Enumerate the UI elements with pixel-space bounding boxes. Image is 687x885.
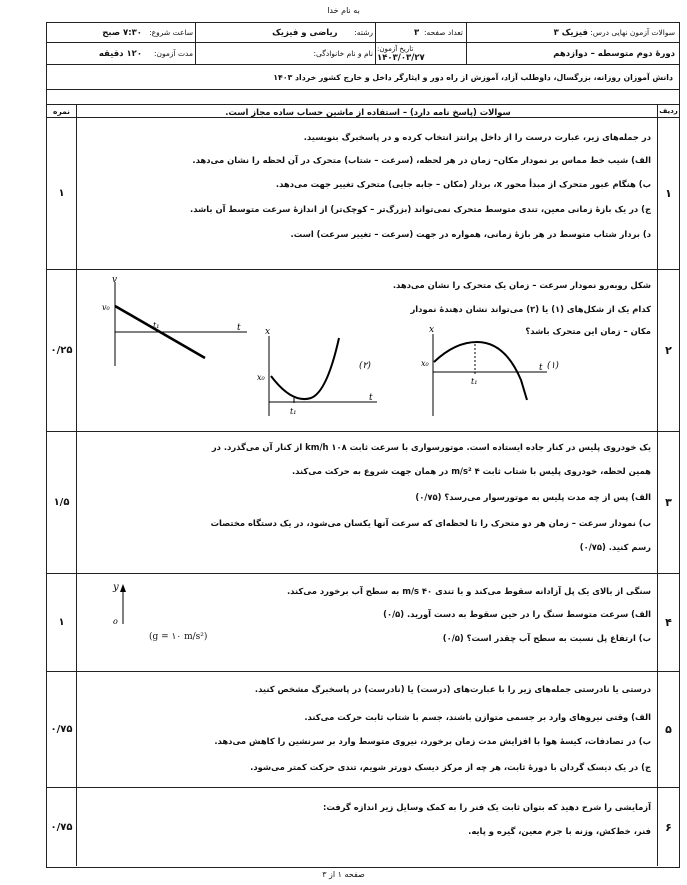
question-row-2 [47, 270, 679, 432]
question-row-4 [47, 574, 679, 672]
figure-2-label: (۲) [359, 361, 371, 371]
question-number: ۴ [657, 574, 679, 671]
subject-label: سوالات آزمون نهایی درس: [590, 28, 675, 37]
figure-1-label: (۱) [547, 361, 559, 371]
t-axis-label: t [237, 323, 241, 333]
question-line: در جمله‌های زیر، عبارت درست را از داخل پرانتز انتخاب کرده و در پاسخبرگ بنویسید. [303, 132, 651, 142]
t-axis-label: t [539, 363, 543, 373]
question-line: درستی یا نادرستی جمله‌های زیر را با عبارت‌های (درست) یا (نادرست) در پاسخبرگ مشخص کنید. [254, 684, 651, 694]
question-row-3 [47, 432, 679, 574]
question-score: ۰/۷۵ [47, 672, 77, 787]
question-line: ب) ارتفاع پل نسبت به سطح آب چقدر است؟ (۰/۵) [442, 633, 651, 643]
field-value: ریاضی و فیزیک [272, 27, 338, 38]
question-number: ۳ [657, 432, 679, 573]
graphs-figure [87, 276, 607, 426]
t1-label: t₁ [153, 321, 160, 330]
top-title: به نام خدا [327, 6, 360, 15]
velocity-time-graph [102, 276, 247, 366]
name-label: نام و نام خانوادگی: [313, 49, 373, 58]
v-axis-label: v [112, 276, 118, 285]
question-line: کدام یک از شکل‌های (۱) یا (۲) می‌تواند نشان دهندهٔ نمودار [410, 304, 651, 314]
question-line: ج) در یک بازهٔ زمانی معین، تندی متوسط متحرک نمی‌تواند (بزرگ‌تر – کوچک‌تر) از اندازهٔ سرعت متوسط آن باشد. [190, 204, 651, 214]
start-label: ساعت شروع: [149, 28, 193, 37]
question-row-5 [47, 672, 679, 788]
v0-label: v₀ [102, 303, 110, 312]
page-footer: صفحه ۱ از ۳ [322, 870, 365, 879]
question-line: ب) نمودار سرعت – زمان هر دو متحرک را تا لحظه‌ای که سرعت آنها یکسان می‌شود، در یک دستگاه مختصات [210, 518, 651, 528]
question-number: ۵ [657, 672, 679, 787]
x-axis-label: x [265, 327, 271, 337]
header-note: دانش آموزان روزانه، بزرگسال، داوطلب آزاد، آموزش از راه دور و ایثارگر داخل و خارج کشور خرداد ۱۴۰۳ [273, 72, 673, 82]
x0-label: x₀ [257, 373, 265, 382]
figure-1-graph [421, 325, 559, 416]
table-header [47, 104, 679, 118]
gravity-note: (g = ۱۰ m/s²) [149, 632, 208, 642]
question-number: ۱ [657, 118, 679, 269]
t-axis-label: t [369, 393, 373, 403]
question-line: مکان – زمان این متحرک باشد؟ [525, 326, 651, 336]
question-score: ۱ [47, 118, 77, 269]
field-label: رشته: [354, 28, 373, 37]
header-row-1 [47, 23, 679, 43]
figure-2-graph [257, 327, 377, 416]
question-line: آزمایشی را شرح دهید که بتوان ثابت یک فنر را به کمک وسایل زیر اندازه گرفت: [323, 802, 651, 812]
header-row-2 [47, 43, 679, 65]
origin-label: o [113, 617, 118, 626]
question-line: همین لحظه، خودروی پلیس با شتاب ثابت ۴ m/s² در همان جهت شروع به حرکت می‌کند. [291, 466, 651, 476]
question-line: الف) شیب خط مماس بر نمودار مکان– زمان در هر لحظه، (سرعت – شتاب) متحرک در آن لحظه را نشان می‌دهد. [192, 155, 651, 165]
question-line: سنگی از بالای یک پل آزادانه سقوط می‌کند و با تندی ۴۰ m/s به سطح آب برخورد می‌کند. [286, 586, 651, 596]
question-row-1 [47, 118, 679, 270]
row-header: ردیف [657, 105, 679, 117]
questions-header: سوالات (پاسخ نامه دارد) – استفاده از ماشین حساب ساده مجاز است. [225, 107, 511, 117]
question-line: الف) پس از چه مدت پلیس به موتورسوار می‌رسد؟ (۰/۷۵) [415, 492, 651, 502]
question-score: ۰/۲۵ [47, 270, 77, 431]
exam-header [46, 22, 680, 90]
questions-table [46, 88, 680, 868]
question-line: یک خودروی پلیس در کنار جاده ایستاده است. موتورسواری با سرعت ثابت ۱۰۸ km/h از کنار آن می‌گذرد. در [211, 442, 651, 452]
subject-value: فیزیک ۳ [553, 27, 588, 38]
question-row-6 [47, 788, 679, 866]
date-label: تاریخ آزمون: [377, 44, 414, 53]
y-axis-label: y [113, 582, 119, 593]
question-number: ۲ [657, 270, 679, 431]
x-axis-label: x [429, 325, 435, 335]
question-line: ج) در یک دیسک گردان با دورهٔ ثابت، هر چه از مرکز دیسک دورتر شویم، تندی حرکت کمتر می‌شود. [250, 762, 651, 772]
question-line: شکل روبه‌رو نمودار سرعت – زمان یک متحرک را نشان می‌دهد. [392, 280, 651, 290]
date-value: ۱۴۰۳/۰۳/۲۷ [377, 52, 425, 63]
question-line: الف) وقتی نیروهای وارد بر جسمی متوازن باشند، جسم با شتاب ثابت حرکت می‌کند. [304, 712, 651, 722]
question-line: فنر، خط‌کش، وزنه با جرم معین، گیره و پایه. [468, 826, 651, 836]
question-line: الف) سرعت متوسط سنگ را در حین سقوط به دست آورید. (۰/۵) [383, 609, 651, 619]
x0-label: x₀ [421, 359, 429, 368]
pages-label: تعداد صفحه: [423, 28, 463, 37]
question-line: ب) هنگام عبور متحرک از مبدأ محور x، بردار (مکان – جابه جایی) متحرک تغییر جهت می‌دهد. [275, 179, 651, 189]
course-label: دورهٔ دوم متوسطه – دوازدهم [553, 48, 675, 59]
t1-label: t₁ [290, 407, 297, 416]
question-line: رسم کنید. (۰/۷۵) [579, 542, 651, 552]
pages-value: ۳ [414, 27, 420, 38]
duration-value: ۱۲۰ دقیقه [98, 48, 143, 59]
question-number: ۶ [657, 788, 679, 866]
t1-label: t₁ [471, 377, 478, 386]
question-score: ۰/۷۵ [47, 788, 77, 866]
question-line: ب) در تصادفات، کیسهٔ هوا با افزایش مدت زمان برخورد، نیروی متوسط وارد بر سرنشین را کاهش می‌دهد. [214, 736, 651, 746]
y-axis-figure [83, 578, 233, 658]
start-value: ۷:۳۰ صبح [102, 27, 142, 38]
score-header: نمره [47, 105, 77, 117]
question-line: د) بردار شتاب متوسط در هر بازهٔ زمانی، همواره در جهت (سرعت – تغییر سرعت) است. [290, 229, 651, 239]
question-score: ۱ [47, 574, 77, 671]
question-score: ۱/۵ [47, 432, 77, 573]
duration-label: مدت آزمون: [153, 49, 193, 58]
